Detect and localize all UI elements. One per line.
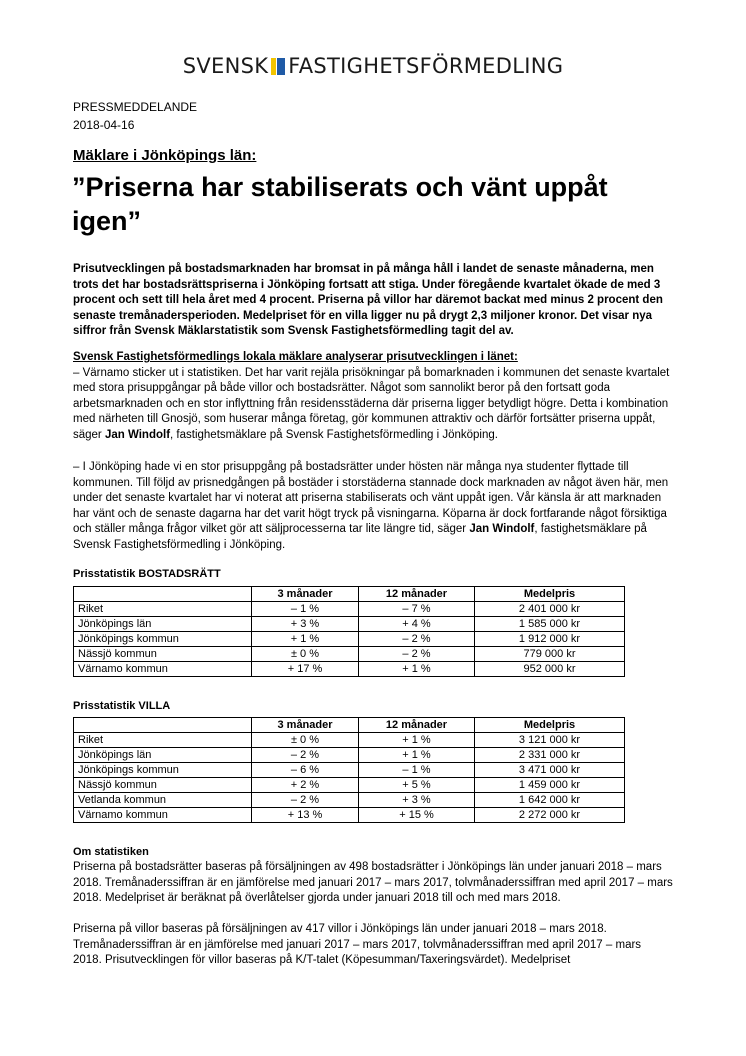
logo-text-left: SVENSK: [182, 54, 269, 78]
region-cell: Vetlanda kommun: [74, 793, 252, 808]
value-cell: – 2 %: [359, 632, 475, 647]
value-cell: – 7 %: [359, 602, 475, 617]
value-cell: + 3 %: [252, 617, 359, 632]
column-header: Medelpris: [475, 718, 625, 733]
company-logo: [0, 54, 746, 78]
value-cell: 779 000 kr: [475, 647, 625, 662]
value-cell: + 3 %: [359, 793, 475, 808]
value-cell: 3 121 000 kr: [475, 733, 625, 748]
region-cell: Jönköpings kommun: [74, 763, 252, 778]
column-header: 12 månader: [359, 718, 475, 733]
table-row: [74, 733, 625, 748]
about-heading: Om statistiken: [73, 846, 149, 858]
value-cell: ± 0 %: [252, 647, 359, 662]
value-cell: + 15 %: [359, 808, 475, 823]
value-cell: 1 912 000 kr: [475, 632, 625, 647]
value-cell: 1 642 000 kr: [475, 793, 625, 808]
value-cell: – 2 %: [359, 647, 475, 662]
logo-text-right: FASTIGHETSFÖRMEDLING: [288, 54, 564, 78]
value-cell: – 2 %: [252, 793, 359, 808]
table-row: [74, 617, 625, 632]
table-row: [74, 662, 625, 677]
quote-2-role: , fastighetsmäklare på Svensk Fastighetsförmedling i Jönköping.: [73, 523, 647, 551]
region-cell: Nässjö kommun: [74, 647, 252, 662]
price-table-villa: [73, 717, 625, 823]
value-cell: 3 471 000 kr: [475, 763, 625, 778]
quote-1-text: – Värnamo sticker ut i statistiken. Det har varit rejäla prisökningar på bomarknaden i kommunen det senaste kvartalet med stora prisuppgångar på både villor och bostadsrätter. Något som sannolikt beror på den fortsatt goda arbetsmarknaden och en stor inflyttning från residensstäderna där priserna ligger betydligt högre. Detta i kombination med närheten till Gnosjö, som huserar många företag, gör kommunen attraktiv och därför fortsätter priserna uppåt, säger: [73, 366, 670, 441]
region-cell: Riket: [74, 602, 252, 617]
price-table-bostadsratt: [73, 586, 625, 677]
quote-2-paragraph: [73, 460, 673, 554]
value-cell: 1 585 000 kr: [475, 617, 625, 632]
swedish-flag-icon: [271, 58, 285, 75]
value-cell: – 2 %: [252, 748, 359, 763]
value-cell: + 1 %: [359, 733, 475, 748]
document-type: PRESSMEDDELANDE: [73, 100, 198, 114]
value-cell: + 1 %: [252, 632, 359, 647]
quote-1-role: , fastighetsmäklare på Svensk Fastighetsförmedling i Jönköping.: [170, 428, 498, 441]
column-header: 12 månader: [359, 587, 475, 602]
table-2-title: Prisstatistik VILLA: [73, 700, 171, 712]
press-meta: [73, 98, 197, 134]
column-header: 3 månader: [252, 718, 359, 733]
value-cell: + 4 %: [359, 617, 475, 632]
table-1-title: Prisstatistik BOSTADSRÄTT: [73, 568, 221, 580]
analysis-heading: Svensk Fastighetsförmedlings lokala mäklare analyserar prisutvecklingen i länet:: [73, 351, 518, 363]
table-row: [74, 793, 625, 808]
column-header: Medelpris: [475, 587, 625, 602]
value-cell: – 1 %: [252, 602, 359, 617]
table-row: [74, 808, 625, 823]
table-row: [74, 647, 625, 662]
table-row: [74, 748, 625, 763]
table-header-row: [74, 718, 625, 733]
value-cell: 952 000 kr: [475, 662, 625, 677]
table-row: [74, 602, 625, 617]
region-cell: Riket: [74, 733, 252, 748]
value-cell: + 5 %: [359, 778, 475, 793]
about-paragraph-2: Priserna på villor baseras på försäljningen av 417 villor i Jönköpings län under januari 2018 – mars 2018. Tremånaderssiffran är en jämförelse med januari 2017 – mars 2017, tolvmånaderssiffran med april 2017 – mars 2018. Prisutvecklingen för villor baseras på K/T-talet (Köpesumman/Taxeringsvärdet). Medelpriset: [73, 923, 642, 967]
about-paragraph-1: Priserna på bostadsrätter baseras på försäljningen av 498 bostadsrätter i Jönköpings län under januari 2018 – mars 2018. Tremånaderssiffran är en jämförelse med januari 2017 – mars 2017, tolvmånaderssiffran med april 2017 – mars 2018. Medelpriset är beräknat på överlåtelser gjorda under januari 2018 till och med mars 2018.: [73, 861, 673, 905]
region-cell: Värnamo kommun: [74, 662, 252, 677]
value-cell: – 1 %: [359, 763, 475, 778]
value-cell: 2 272 000 kr: [475, 808, 625, 823]
column-header: [74, 718, 252, 733]
region-cell: Jönköpings län: [74, 617, 252, 632]
value-cell: + 13 %: [252, 808, 359, 823]
region-cell: Värnamo kommun: [74, 808, 252, 823]
value-cell: + 17 %: [252, 662, 359, 677]
value-cell: ± 0 %: [252, 733, 359, 748]
value-cell: 2 331 000 kr: [475, 748, 625, 763]
table-row: [74, 778, 625, 793]
value-cell: 1 459 000 kr: [475, 778, 625, 793]
region-cell: Jönköpings län: [74, 748, 252, 763]
value-cell: + 1 %: [359, 748, 475, 763]
value-cell: + 1 %: [359, 662, 475, 677]
table-header-row: [74, 587, 625, 602]
value-cell: – 6 %: [252, 763, 359, 778]
quote-2-text: – I Jönköping hade vi en stor prisuppgång på bostadsrätter under hösten när många nya studenter flyttade till kommunen. Till följd av prisnedgången på bostäder i storstäderna stannade dock marknaden av något även här, men under det senaste kvartalet har vi noterat att priserna stabiliserats och vänt uppåt igen. Vår känsla är att marknaden har vänt och de senaste dagarna har det varit högt tryck på visningarna. Köparna är dock fortfarande något försiktiga och ställer många frågor vilket gör att säljprocesserna tar lite längre tid, säger: [73, 461, 669, 536]
value-cell: + 2 %: [252, 778, 359, 793]
kicker: Mäklare i Jönköpings län:: [73, 147, 257, 164]
column-header: [74, 587, 252, 602]
lead-paragraph: Prisutvecklingen på bostadsmarknaden har bromsat in på många håll i landet de senaste månaderna, men trots det har bostadsrättspriserna i Jönköping fortsatt att stiga. Under föregående kvartalet ökade de med 3 procent och sett till hela året med 4 procent. Priserna på villor har däremot backat med minus 2 procent den senaste tremånadersperioden. Medelpriset för en villa ligger nu på drygt 2,3 miljoner kronor. Det visar nya siffror från Svensk Mäklarstatistik som Svensk Fastighetsförmedling tagit del av.: [73, 263, 663, 338]
quote-1-name: Jan Windolf: [104, 428, 171, 441]
region-cell: Nässjö kommun: [74, 778, 252, 793]
value-cell: 2 401 000 kr: [475, 602, 625, 617]
analysis-section: [73, 350, 673, 444]
table-row: [74, 632, 625, 647]
release-date: 2018-04-16: [73, 118, 135, 132]
table-row: [74, 763, 625, 778]
region-cell: Jönköpings kommun: [74, 632, 252, 647]
quote-2-name: Jan Windolf: [469, 523, 535, 536]
column-header: 3 månader: [252, 587, 359, 602]
headline: ”Priserna har stabiliserats och vänt uppåt igen”: [72, 172, 608, 236]
